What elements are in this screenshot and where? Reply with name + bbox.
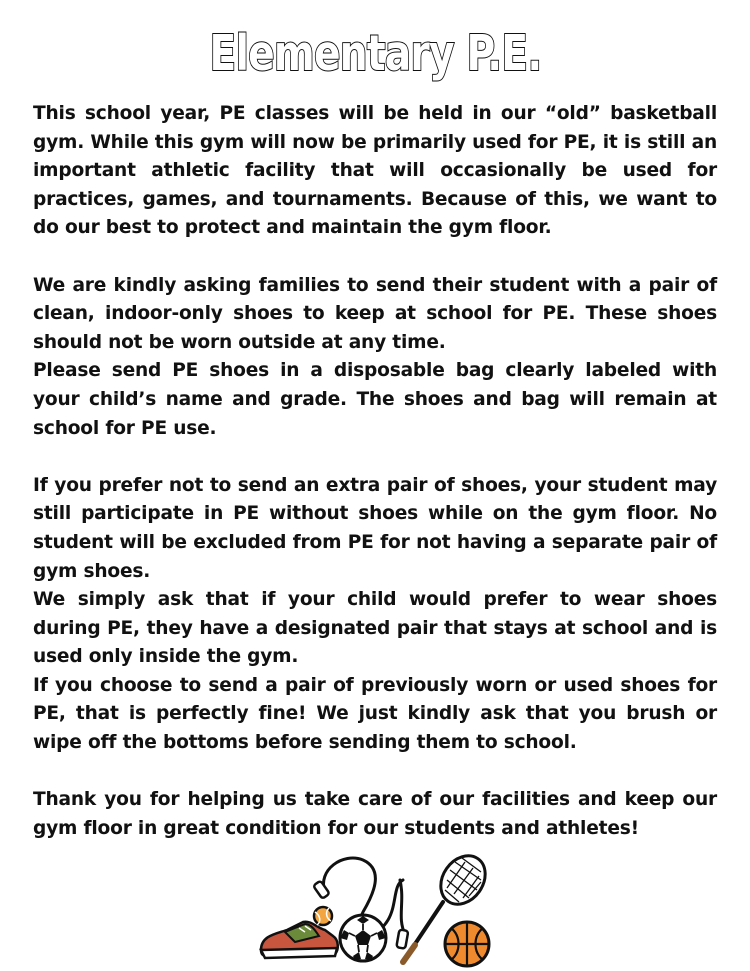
basketball-icon	[445, 922, 489, 966]
tennis-ball-icon	[314, 907, 332, 925]
soccer-ball-icon	[340, 915, 386, 961]
paragraph-thank-you: Thank you for helping us take care of our facilities and keep our gym floor in great condition for our students and athletes!	[33, 789, 717, 839]
paragraph-bag-instructions: Please send PE shoes in a disposable bag clearly labeled with your child’s name and grade. The shoes and bag will remain at school for PE use.	[33, 360, 717, 439]
page-title: Elementary P.E.	[209, 25, 541, 82]
flyer-body	[33, 100, 717, 843]
sports-equipment-illustration	[255, 850, 500, 968]
sneaker-icon	[261, 922, 338, 958]
paragraph-designated-pair: We simply ask that if your child would prefer to wear shoes during PE, they have a designated pair that stays at school and is used only inside the gym.	[33, 589, 717, 668]
paragraph-intro: This school year, PE classes will be held in our “old” basketball gym. While this gym will now be primarily used for PE, it is still an important athletic facility that will occasionally be used for practices, games, and tournaments. Because of this, we want to do our best to protect and maintain the gym floor.	[33, 103, 717, 239]
paragraph-shoe-request: We are kindly asking families to send their student with a pair of clean, indoor-only shoes to keep at school for PE. These shoes should not be worn outside at any time.	[33, 274, 717, 353]
paragraph-no-shoes-option: If you prefer not to send an extra pair of shoes, your student may still participate in PE without shoes while on the gym floor. No student will be excluded from PE for not having a separate pair of gym shoes.	[33, 474, 717, 582]
paragraph-used-shoes: If you choose to send a pair of previously worn or used shoes for PE, that is perfectly fine! We just kindly ask that you brush or wipe off the bottoms before sending them to school.	[33, 674, 717, 754]
title-area	[33, 0, 717, 100]
